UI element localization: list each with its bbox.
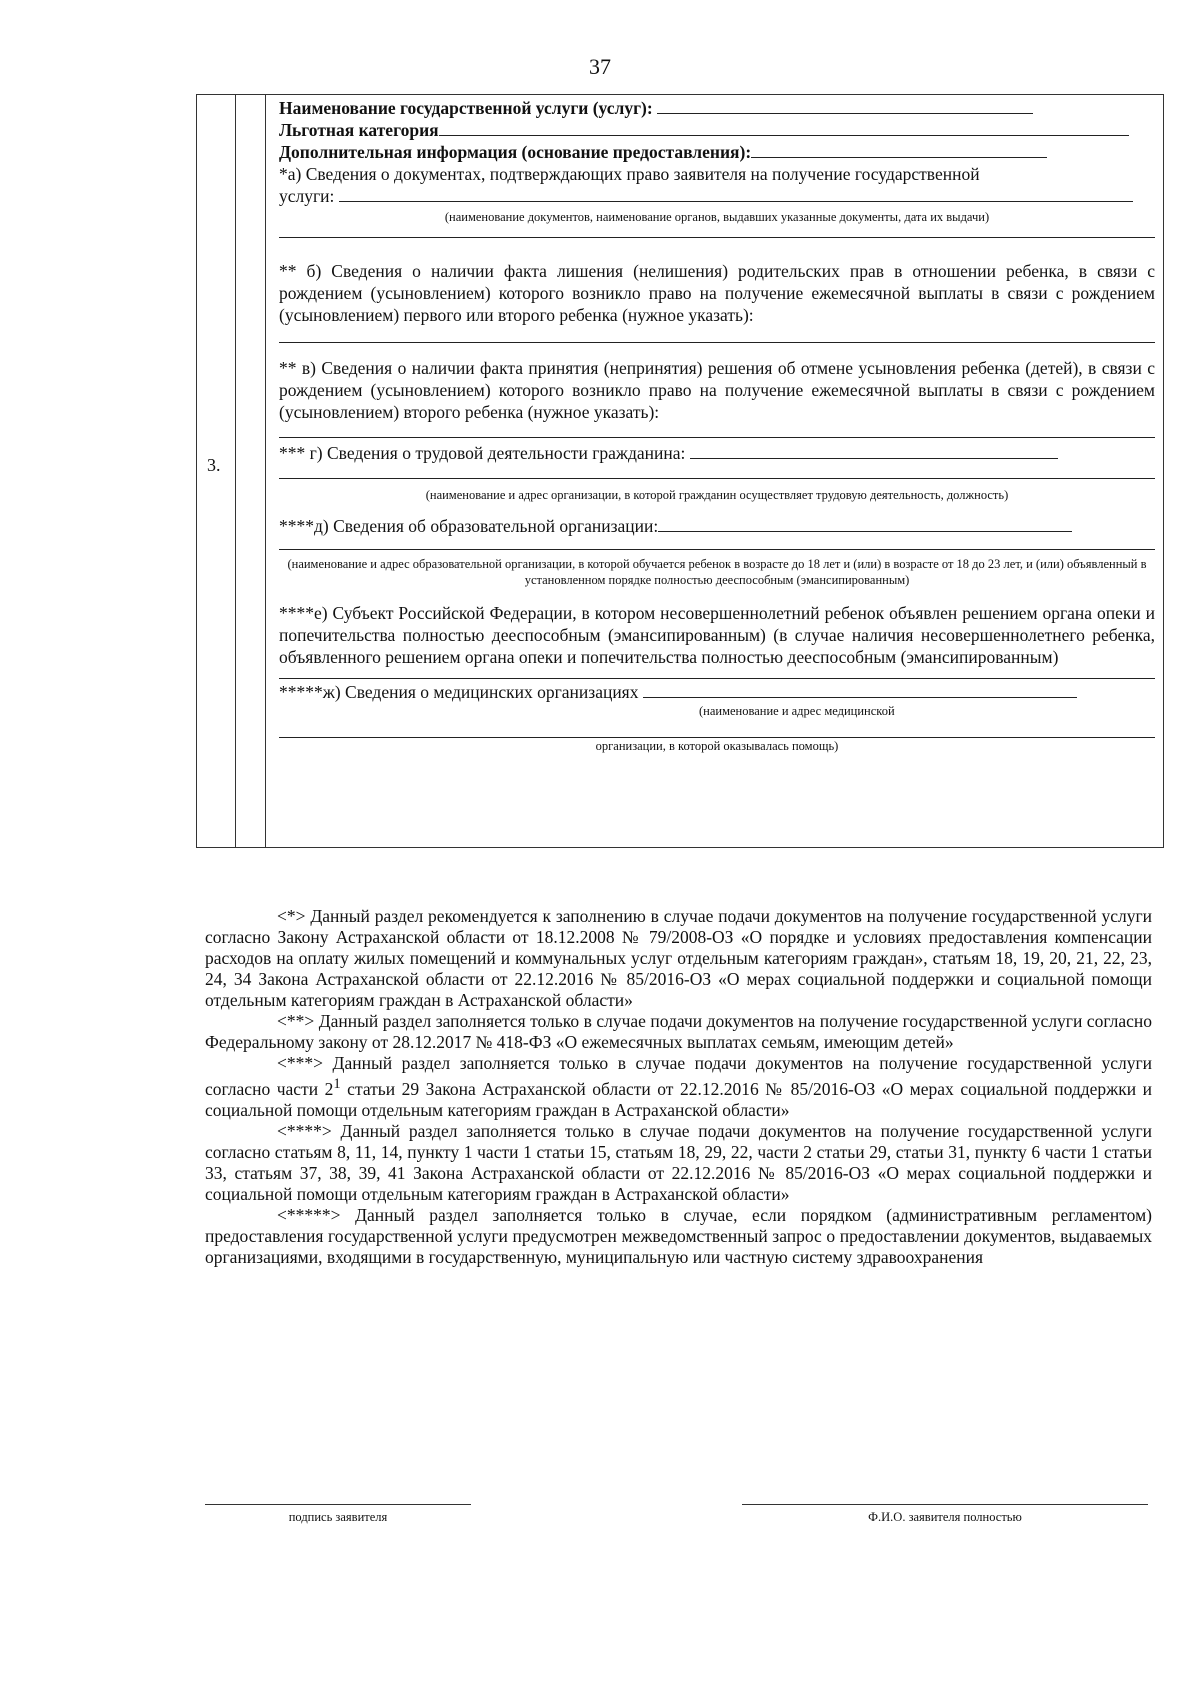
section-a-line: *а) Сведения о документах, подтверждающих право заявителя на получение государственной [279, 164, 980, 184]
footnote: <**> Данный раздел заполняется только в случае подачи документов на получение государственной услуги согласно Федеральному закону от 28.12.2017 № 418-ФЗ «О ежемесячных выплатах семьям, имеющим детей» [205, 1011, 1152, 1052]
section-zh-field[interactable]: *****ж) Сведения о медицинских организациях [279, 681, 1155, 703]
section-e-text: ****е) Субъект Российской Федерации, в котором несовершеннолетний ребенок объявлен решением органа опеки и попечительства полностью дееспособным (эмансипированным) (в случае наличия несовершеннолетнего ребенка, объявленного решением органа опеки и попечительства полностью дееспособным (эмансипированным) [279, 603, 1155, 667]
footnote: <****> Данный раздел заполняется только в случае подачи документов на получение государственной услуги согласно статьям 8, 11, 14, пункту 1 части 1 статьи 15, статьям 18, 29, 22, части 2 статьи 29, статьи 31, пункту 6 части 1 статьи 33, статьям 37, 38, 39, 41 Закона Астраханской области от 22.12.2016 № 85/2016-ОЗ «О мерах социальной поддержки и социальной помощи отдельным категориям граждан в Астраханской области» [205, 1120, 1152, 1204]
section-g-blank[interactable] [690, 443, 1058, 459]
section-zh-caption-2: организации, в которой оказывалась помощь) [595, 739, 839, 753]
footnote: <*> Данный раздел рекомендуется к заполнению в случае подачи документов на получение государственной услуги согласно Закону Астраханской области от 18.12.2008 № 79/2008-ОЗ «О порядке и условиях предоставления компенсации расходов на оплату жилых помещений и коммунальных услуг отдельным категориям граждан», статьям 18, 19, 20, 21, 22, 23, 24, 34 Закона Астраханской области от 22.12.2016 № 85/2016-ОЗ «О мерах социальной поддержки и социальной помощи отдельным категориям граждан в Астраханской области» [205, 906, 1152, 1010]
page-number: 37 [589, 54, 611, 79]
signature-line[interactable] [205, 1504, 471, 1525]
full-name-line[interactable] [742, 1504, 1148, 1525]
footnote: <***> Данный раздел заполняется только в случае подачи документов на получение государственной услуги согласно части $2^1$ статьи 29 Закона Астраханской области от 22.12.2016 № 85/2016-ОЗ «О мерах социальной поддержки и социальной помощи отдельным категориям граждан в Астраханской области» [205, 1053, 1152, 1120]
section-v-answer-line[interactable] [279, 437, 1155, 438]
column-divider [265, 95, 266, 847]
section-a-field[interactable]: услуги: [279, 185, 1155, 207]
additional-info-field[interactable]: Дополнительная информация (основание предоставления): [279, 141, 1155, 163]
section-d-blank[interactable] [658, 516, 1072, 532]
section-a-extra-line[interactable] [279, 237, 1155, 238]
service-name-blank[interactable] [657, 98, 1033, 114]
footnote: <*****> Данный раздел заполняется только в случае, если порядком (административным регламентом) предоставления государственной услуги предусмотрен межведомственный запрос о предоставлении документов, выдаваемых организациями, входящими в государственную, муниципальную или частную систему здравоохранения [205, 1204, 1152, 1267]
service-name-field[interactable]: Наименование государственной услуги (услуг): [279, 97, 1155, 119]
section-b-answer-line[interactable] [279, 342, 1155, 343]
footnotes [205, 906, 1152, 1268]
application-form-table [196, 94, 1164, 848]
section-a-blank[interactable] [339, 186, 1133, 202]
section-d-field[interactable]: ****д) Сведения об образовательной организации: [279, 515, 1155, 537]
benefit-category-field[interactable]: Льготная категория [279, 119, 1155, 141]
section-g-extra-line[interactable] [279, 478, 1155, 479]
section-b-text: ** б) Сведения о наличии факта лишения (нелишения) родительских прав в отношении ребенка, в связи с рождением (усыновлением) которого возникло право на получение ежемесячной выплаты в связи с рождением (усыновлением) первого или второго ребенка (нужное указать): [279, 261, 1155, 325]
section-d-extra-line[interactable] [279, 549, 1155, 550]
section-g-field[interactable]: *** г) Сведения о трудовой деятельности гражданина: [279, 442, 1155, 464]
additional-info-blank[interactable] [751, 142, 1047, 158]
column-divider [235, 95, 236, 847]
section-v-text: ** в) Сведения о наличии факта принятия (непринятия) решения об отмене усыновления ребенка (детей), в связи с рождением (усыновлением) которого возникло право на получение ежемесячной выплаты в связи с рождением (усыновлением) второго ребенка (нужное указать): [279, 358, 1155, 422]
section-zh-blank[interactable] [643, 682, 1077, 698]
section-e-answer-line[interactable] [279, 678, 1155, 679]
full-name-label: Ф.И.О. заявителя полностью [868, 1510, 1022, 1524]
signature-label: подпись заявителя [288, 1510, 388, 1524]
section-zh-caption: (наименование и адрес медицинской [699, 704, 895, 718]
form-content [279, 97, 1155, 754]
benefit-category-blank[interactable] [439, 120, 1129, 136]
section-a-caption: (наименование документов, наименование органов, выдавших указанные документы, дата их выдачи) [444, 210, 990, 224]
section-d-caption: (наименование и адрес образовательной организации, в которой обучается ребенок в возрасте до 18 лет и (или) в возрасте от 18 до 23 лет, и (или) объявленный в установленном порядке полностью дееспособным (эмансипированным) [287, 557, 1147, 587]
section-g-caption: (наименование и адрес организации, в которой гражданин осуществляет трудовую деятельность, должность) [425, 488, 1009, 502]
row-number: 3. [207, 455, 221, 475]
